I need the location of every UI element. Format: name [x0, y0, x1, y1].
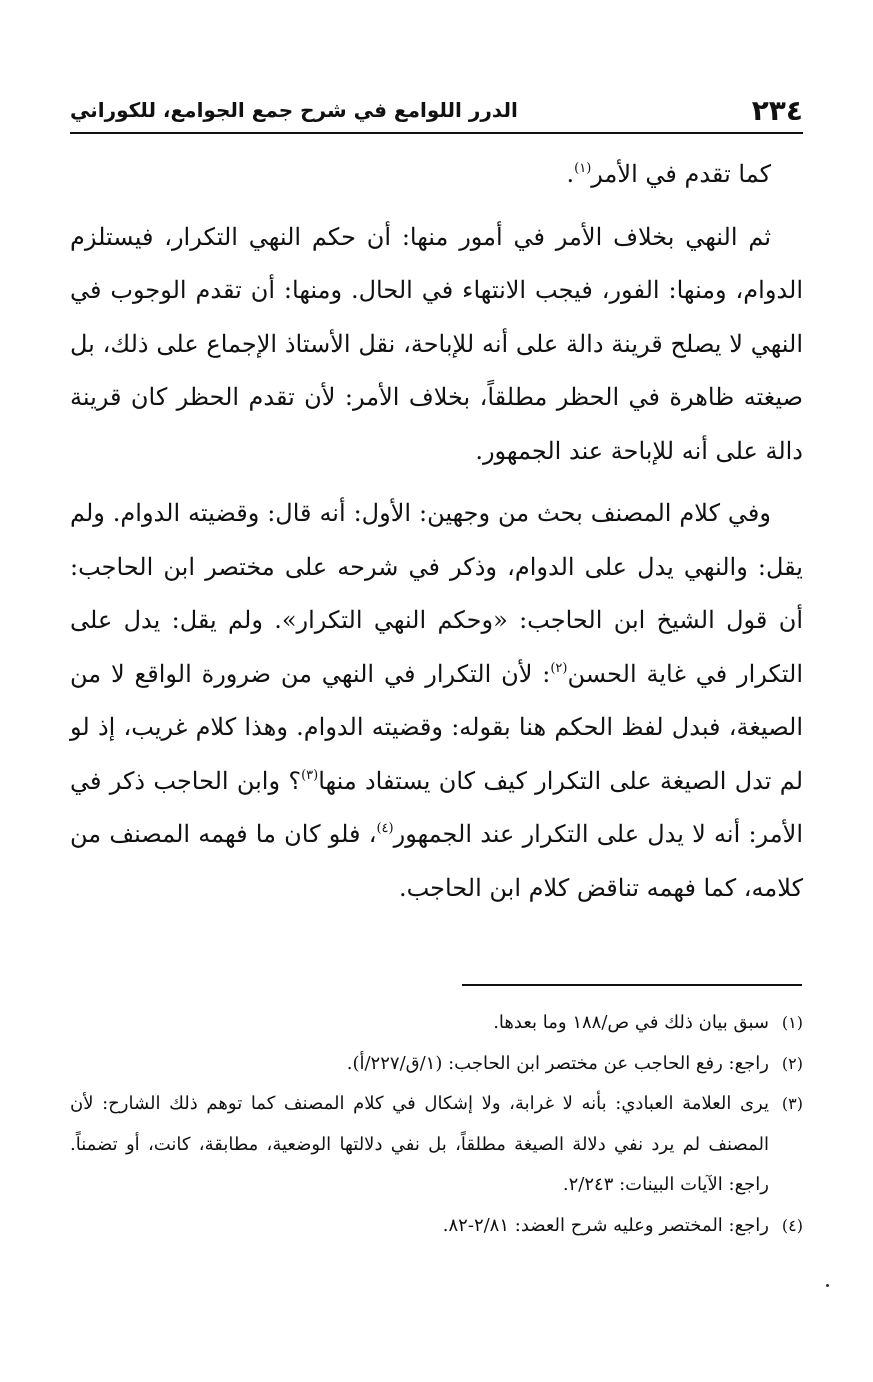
- footnotes: [70, 1003, 803, 1246]
- paragraph-2: ثم النهي بخلاف الأمر في أمور منها: أن حكم النهي التكرار، فيستلزم الدوام، ومنها: الفور، فيجب الانتهاء في الحال. ومنها: أن تقدم الوجوب في النهي لا يصلح قرينة دالة على أنه للإباحة، نقل الأستاذ الإجماع على ذلك، بل صيغته ظاهرة في الحظر مطلقاً، بخلاف الأمر: لأن تقدم الحظر كان قرينة دالة على أنه للإباحة عند الجمهور.: [70, 222, 803, 465]
- paragraph-3-part-a: وفي كلام المصنف بحث من وجهين: الأول: أنه قال: وقضيته الدوام. ولم يقل: والنهي يدل على الدوام، وذكر في شرحه على مختصر ابن الحاجب: أن قول الشيخ ابن الحاجب: «وحكم النهي التكرار». ولم يقل: يدل على التكرار في غاية الحسن: [70, 499, 804, 688]
- footnote-number: (٢): [781, 1053, 803, 1073]
- footnote-1: [70, 1003, 803, 1044]
- paragraph-1: [70, 148, 803, 202]
- running-title: الدرر اللوامع في شرح جمع الجوامع، للكوراني: [70, 98, 518, 122]
- footnote-number: (١): [781, 1013, 803, 1032]
- paragraph-3-part-c: ؟ وابن الحاجب ذكر في الأمر: أنه لا يدل على التكرار عند الجمهور: [70, 766, 803, 848]
- footnote-text: يرى العلامة العبادي: بأنه لا غرابة، ولا إشكال في كلام المصنف كما توهم ذلك الشارح: لأن المصنف لم يرد نفي دلالة الصيغة مطلقاً، بل نفي دلالتها الوضعية، مطابقة، كانت، أو تضمناً. راجع: الآيات البينات: ٢/٢٤٣.: [70, 1093, 769, 1195]
- stray-mark: [826, 1284, 829, 1287]
- page-header: [70, 88, 803, 134]
- footnote-divider: [462, 984, 802, 986]
- main-text: [70, 148, 803, 915]
- paragraph-3-part-d: ، فلو كان ما فهمه المصنف من كلامه، كما فهمه تناقض كلام ابن الحاجب.: [70, 820, 803, 902]
- footnote-ref-3: (٣): [301, 767, 319, 783]
- paragraph-1-text: كما تقدم في الأمر: [591, 160, 771, 188]
- paragraph-1-end: .: [566, 160, 575, 188]
- footnote-ref-4: (٤): [376, 821, 394, 836]
- footnote-text: سبق بيان ذلك في ص/١٨٨ وما بعدها.: [493, 1012, 769, 1033]
- footnote-3: [70, 1084, 803, 1206]
- footnote-4: [70, 1206, 803, 1247]
- footnote-ref-2: (٢): [550, 660, 568, 676]
- footnote-number: (٣): [781, 1094, 803, 1113]
- footnote-2: [70, 1044, 803, 1085]
- paragraph-3-part-b: : لأن التكرار في النهي من ضرورة الواقع لا من الصيغة، فبدل لفظ الحكم هنا بقوله: وقضيته الدوام. وهذا كلام غريب، إذ لو لم تدل الصيغة على التكرار كيف كان يستفاد منها: [70, 659, 804, 795]
- footnote-ref-1: (١): [574, 161, 592, 176]
- page-number: ٢٣٤: [751, 93, 803, 127]
- footnote-text: راجع: المختصر وعليه شرح العضد: ٢/٨١-٨٢.: [442, 1214, 769, 1236]
- paragraph-3: [70, 487, 803, 915]
- footnote-number: (٤): [781, 1215, 803, 1235]
- footnote-text: راجع: رفع الحاجب عن مختصر ابن الحاجب: (١/ق/٢٢٧/أ).: [346, 1052, 769, 1074]
